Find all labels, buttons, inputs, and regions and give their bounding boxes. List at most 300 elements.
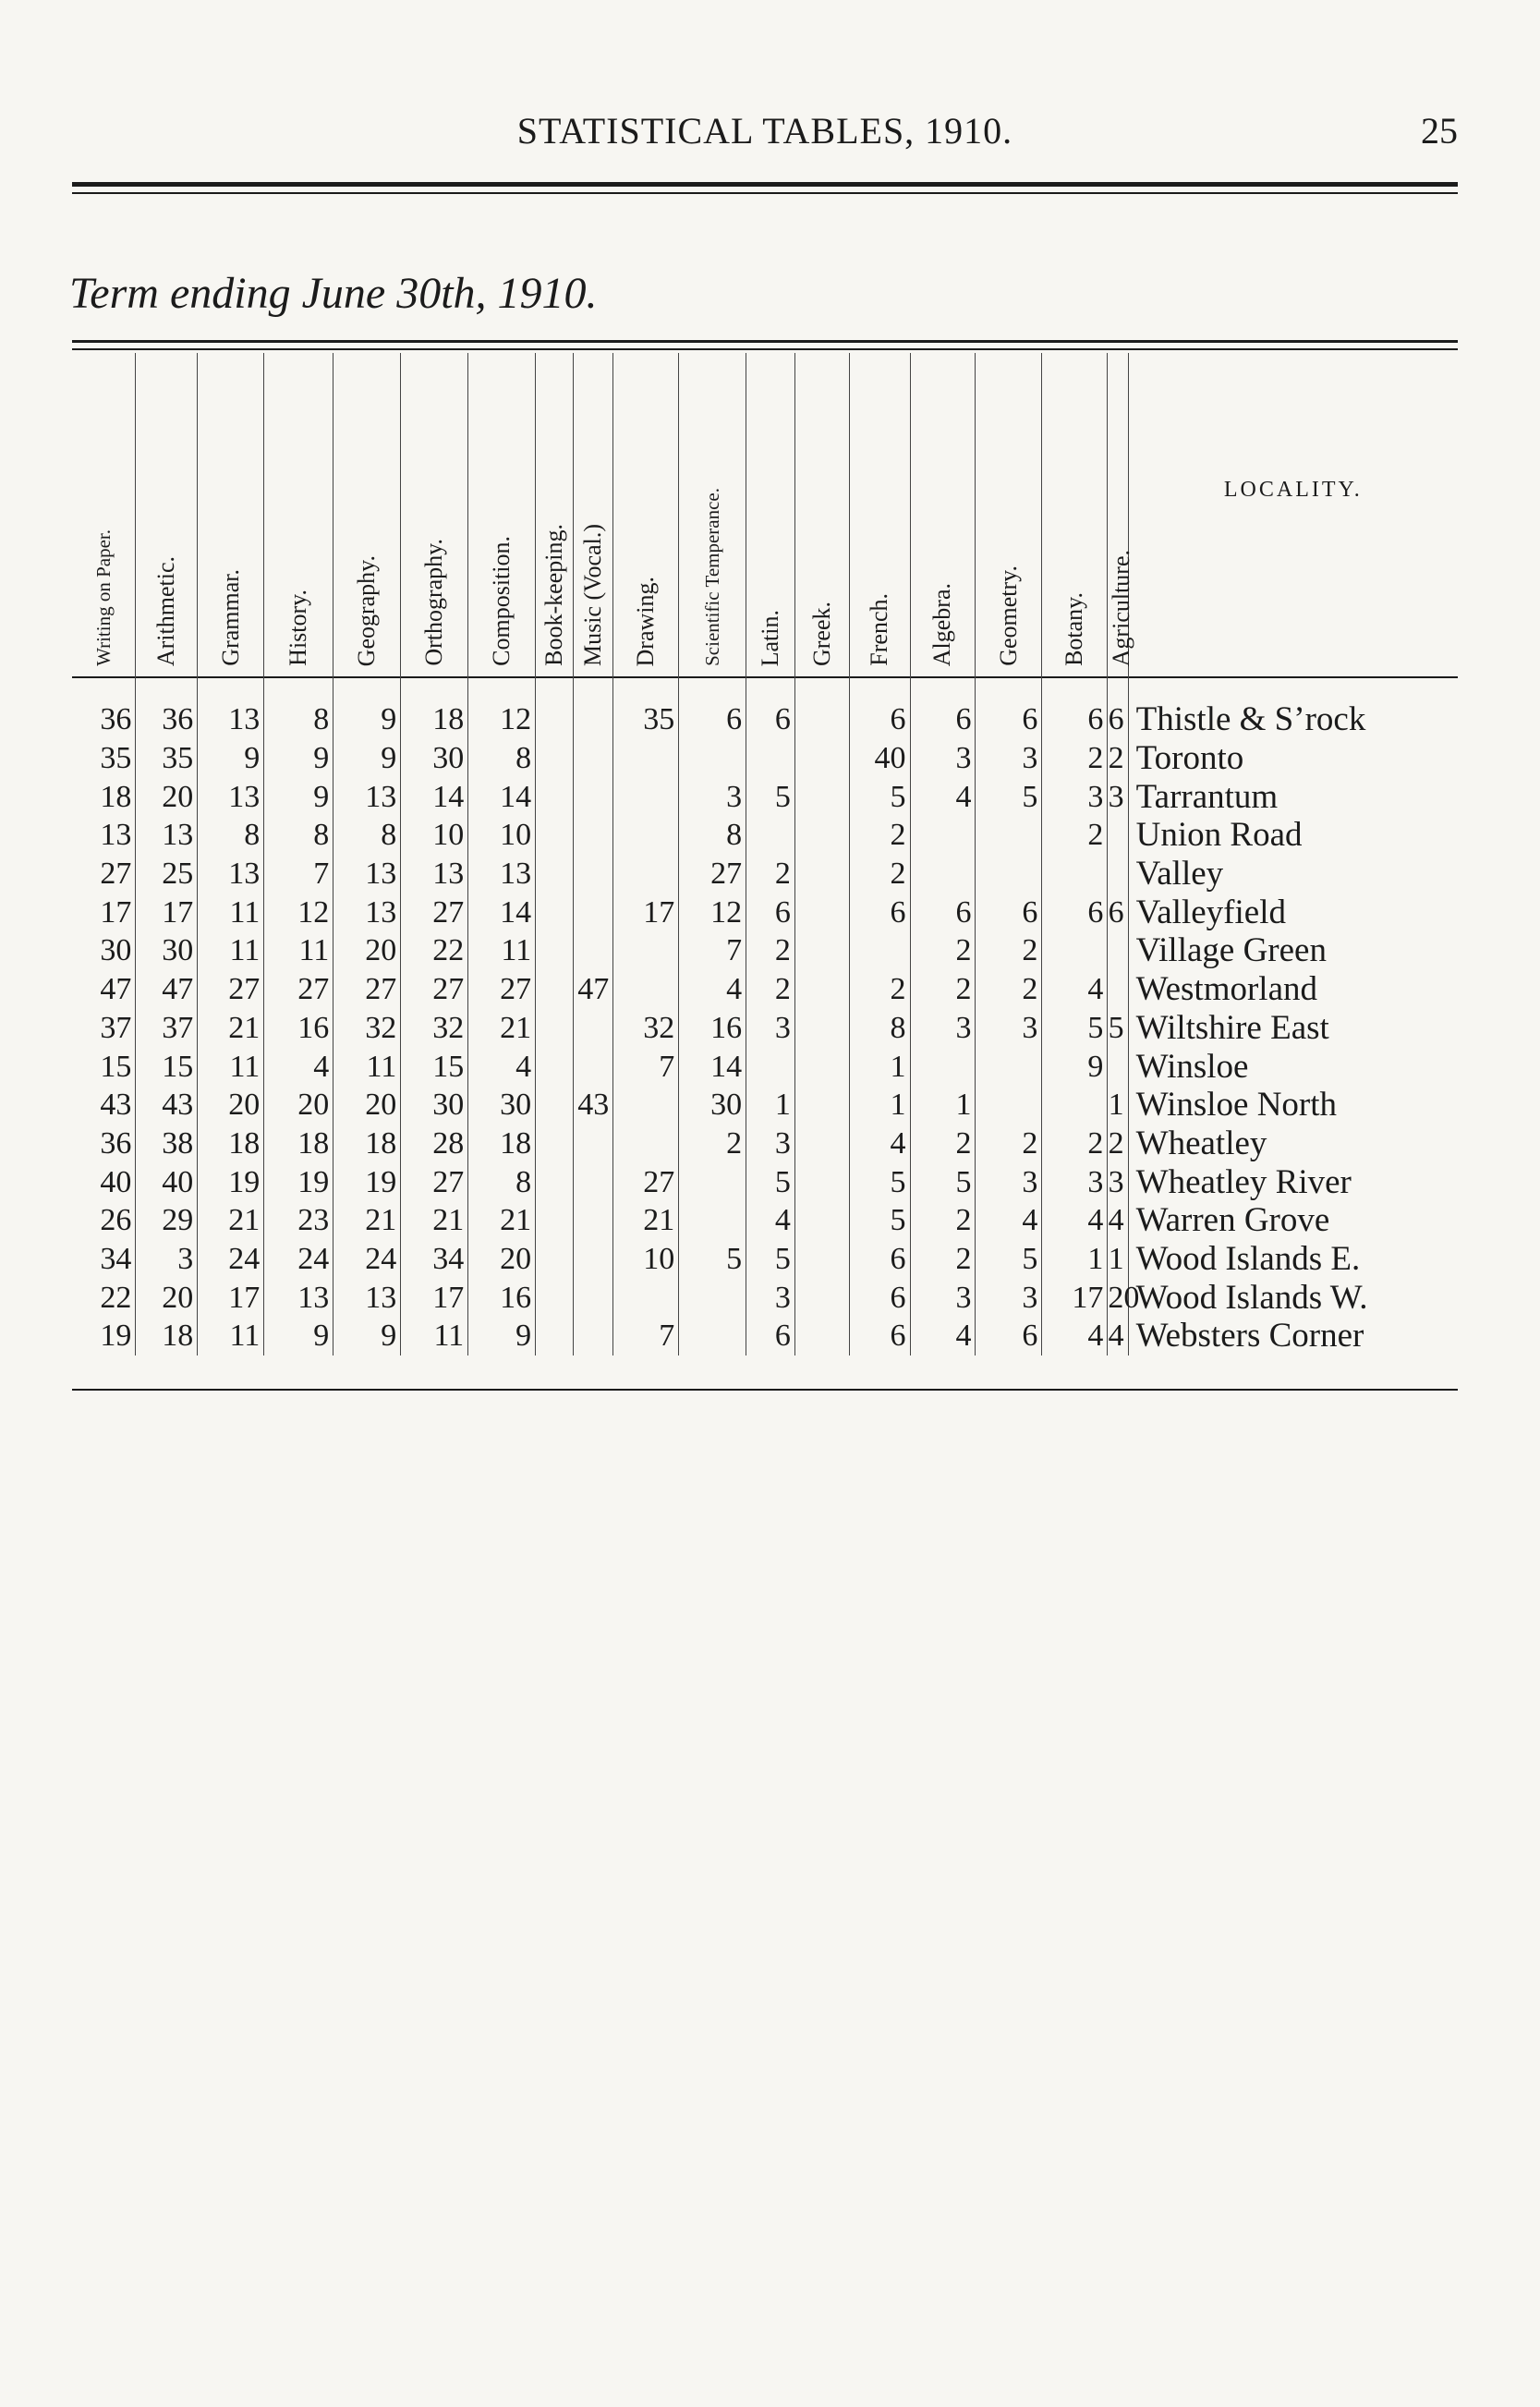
table-cell: 3 (1108, 1162, 1128, 1201)
table-cell (794, 676, 849, 739)
table-row (72, 1009, 1458, 1048)
table-cell (536, 1162, 574, 1201)
table-cell: 10 (401, 816, 468, 855)
table-cell: 18 (468, 1124, 536, 1163)
table-cell: 4 (264, 1047, 333, 1086)
table-row (72, 739, 1458, 778)
table-cell: 21 (198, 1009, 264, 1048)
table-cell: 2 (910, 1240, 976, 1279)
table-cell: 8 (198, 816, 264, 855)
table-cell: 2 (849, 816, 910, 855)
table-cell: 5 (976, 1240, 1042, 1279)
table-cell: 24 (333, 1240, 401, 1279)
table-cell: 6 (910, 676, 976, 739)
column-header (198, 353, 264, 676)
table-cell: 35 (136, 739, 198, 778)
table-cell: 17 (72, 893, 136, 931)
column-header-label: Arithmetic. (152, 555, 180, 666)
locality-column-header (1128, 353, 1458, 676)
table-cell: 5 (1042, 1009, 1108, 1048)
table-cell (573, 855, 613, 894)
table-cell (573, 676, 613, 739)
table-cell: 20 (1108, 1278, 1128, 1317)
column-header (976, 353, 1042, 676)
table-cell: 32 (613, 1009, 679, 1048)
table-row (72, 1124, 1458, 1163)
table-cell (613, 739, 679, 778)
header-rule-thick (72, 182, 1458, 187)
table-cell: 9 (333, 676, 401, 739)
table-cell (794, 1009, 849, 1048)
table-cell (536, 1009, 574, 1048)
table-cell: 47 (72, 970, 136, 1009)
table-cell: 2 (1108, 1124, 1128, 1163)
table-cell (573, 739, 613, 778)
table-cell (536, 1317, 574, 1355)
table-cell: 5 (746, 1240, 795, 1279)
table-cell: 34 (72, 1240, 136, 1279)
table-cell: 13 (72, 816, 136, 855)
table-cell: 35 (613, 676, 679, 739)
table-cell (536, 676, 574, 739)
column-header-label: Greek. (807, 601, 835, 666)
table-cell: 11 (198, 1317, 264, 1355)
table-cell: 2 (746, 970, 795, 1009)
term-heading: Term ending June 30th, 1910. (69, 269, 598, 318)
column-header (573, 353, 613, 676)
table-cell (536, 855, 574, 894)
table-cell: 29 (136, 1201, 198, 1240)
table-cell: 19 (264, 1162, 333, 1201)
table-cell: 2 (746, 931, 795, 970)
table-cell: 19 (198, 1162, 264, 1201)
table-cell: 9 (1042, 1047, 1108, 1086)
table-cell: 18 (72, 777, 136, 816)
table-bottom-rule (72, 1389, 1458, 1391)
table-cell: 4 (910, 777, 976, 816)
column-header (613, 353, 679, 676)
table-cell: 2 (1108, 739, 1128, 778)
column-header-label: Scientific Temperance. (700, 488, 723, 666)
column-header (910, 353, 976, 676)
table-cell: 11 (264, 931, 333, 970)
table-cell: 3 (910, 1278, 976, 1317)
table-cell: 40 (849, 739, 910, 778)
table-cell: 4 (746, 1201, 795, 1240)
table-cell (679, 739, 746, 778)
table-cell: 2 (910, 970, 976, 1009)
table-cell: 11 (333, 1047, 401, 1086)
table-cell: 27 (401, 893, 468, 931)
table-row (72, 931, 1458, 970)
table-cell: 3 (910, 739, 976, 778)
table-cell: 3 (679, 777, 746, 816)
column-header (849, 353, 910, 676)
locality-cell: Tarrantum (1135, 777, 1279, 816)
table-cell: 22 (72, 1278, 136, 1317)
table-cell: 6 (976, 893, 1042, 931)
table-cell: 13 (333, 893, 401, 931)
table-cell (679, 1201, 746, 1240)
table-cell: 37 (136, 1009, 198, 1048)
column-header (264, 353, 333, 676)
table-cell (794, 1201, 849, 1240)
table-cell: 17 (136, 893, 198, 931)
table-cell: 18 (401, 676, 468, 739)
table-cell: 47 (573, 970, 613, 1009)
table-cell (613, 1124, 679, 1163)
column-header (679, 353, 746, 676)
column-header-label: Music (Vocal.) (578, 523, 606, 666)
table-cell: 11 (401, 1317, 468, 1355)
table-cell: 4 (679, 970, 746, 1009)
table-cell: 5 (746, 777, 795, 816)
table-cell: 20 (333, 931, 401, 970)
table-cell: 3 (746, 1009, 795, 1048)
locality-cell: Valley (1135, 855, 1224, 894)
column-header (536, 353, 574, 676)
table-cell (679, 1317, 746, 1355)
table-cell (536, 931, 574, 970)
table-cell: 8 (468, 739, 536, 778)
table-cell (746, 816, 795, 855)
table-cell: 9 (333, 739, 401, 778)
table-cell: 17 (198, 1278, 264, 1317)
table-cell (794, 855, 849, 894)
table-cell (1042, 931, 1108, 970)
table-cell: 13 (333, 777, 401, 816)
table-cell (1108, 1047, 1128, 1086)
table-cell (1042, 1086, 1108, 1124)
table-cell: 2 (1042, 739, 1108, 778)
table-cell: 43 (136, 1086, 198, 1124)
table-cell: 1 (1108, 1240, 1128, 1279)
table-cell: 36 (136, 676, 198, 739)
table-cell (794, 970, 849, 1009)
column-header-label: Botany. (1061, 592, 1088, 666)
table-cell: 40 (136, 1162, 198, 1201)
table-cell: 36 (72, 1124, 136, 1163)
table-cell: 20 (264, 1086, 333, 1124)
table-cell: 16 (264, 1009, 333, 1048)
table-cell: 5 (1108, 1009, 1128, 1048)
table-cell: 27 (468, 970, 536, 1009)
table-cell: 4 (468, 1047, 536, 1086)
table-cell: 6 (1042, 893, 1108, 931)
table-cell (613, 855, 679, 894)
locality-cell: Thistle & S’rock (1135, 700, 1366, 739)
table-cell (910, 816, 976, 855)
table-cell (536, 777, 574, 816)
table-cell: 5 (849, 1201, 910, 1240)
column-header (1042, 353, 1108, 676)
table-cell: 17 (401, 1278, 468, 1317)
table-cell: 4 (849, 1124, 910, 1163)
table-cell: 17 (1042, 1278, 1108, 1317)
table-cell: 8 (333, 816, 401, 855)
table-cell (794, 1240, 849, 1279)
table-cell: 20 (468, 1240, 536, 1279)
table-cell (849, 931, 910, 970)
table-row (72, 970, 1458, 1009)
table-cell: 30 (468, 1086, 536, 1124)
table-cell: 11 (198, 931, 264, 970)
table-cell: 30 (679, 1086, 746, 1124)
locality-cell: Winsloe (1135, 1047, 1249, 1086)
table-cell: 17 (613, 893, 679, 931)
table-cell: 3 (1042, 1162, 1108, 1201)
table-cell: 2 (976, 970, 1042, 1009)
table-cell: 4 (1108, 1201, 1128, 1240)
table-cell: 12 (264, 893, 333, 931)
table-cell: 2 (679, 1124, 746, 1163)
table-cell (794, 777, 849, 816)
table-row (72, 1047, 1458, 1086)
table-cell (573, 1124, 613, 1163)
table-cell: 6 (849, 1278, 910, 1317)
table-cell: 13 (198, 855, 264, 894)
table-cell: 2 (976, 1124, 1042, 1163)
table-cell: 6 (746, 893, 795, 931)
table-cell (976, 855, 1042, 894)
table-cell: 3 (976, 739, 1042, 778)
table-cell (976, 1086, 1042, 1124)
column-header-label: Book-keeping. (540, 524, 567, 666)
table-cell: 5 (910, 1162, 976, 1201)
table-cell (573, 893, 613, 931)
table-cell: 6 (976, 676, 1042, 739)
table-cell: 4 (1042, 970, 1108, 1009)
table-cell: 15 (136, 1047, 198, 1086)
table-cell: 32 (333, 1009, 401, 1048)
column-header-label: Drawing. (632, 576, 660, 666)
table-cell: 1 (746, 1086, 795, 1124)
table-cell (613, 1086, 679, 1124)
table-cell (573, 1240, 613, 1279)
table-cell: 11 (468, 931, 536, 970)
table-cell: 8 (679, 816, 746, 855)
table-cell: 21 (613, 1201, 679, 1240)
table-cell: 24 (264, 1240, 333, 1279)
table-cell: 9 (333, 1317, 401, 1355)
table-cell (536, 1047, 574, 1086)
table-cell: 27 (679, 855, 746, 894)
table-cell (794, 1124, 849, 1163)
table-cell: 6 (849, 1240, 910, 1279)
table-row (72, 1240, 1458, 1279)
locality-cell: Wiltshire East (1135, 1008, 1329, 1047)
table-cell: 14 (401, 777, 468, 816)
table-cell: 6 (849, 676, 910, 739)
locality-cell: Websters Corner (1135, 1317, 1364, 1355)
table-cell: 20 (333, 1086, 401, 1124)
table-body (72, 676, 1458, 1355)
table-cell (536, 1124, 574, 1163)
table-row (72, 1162, 1458, 1201)
table-cell (794, 1317, 849, 1355)
column-header (72, 353, 136, 676)
table-cell: 3 (136, 1240, 198, 1279)
locality-cell: Wheatley River (1135, 1162, 1352, 1201)
locality-cell: Village Green (1135, 931, 1327, 970)
table-cell: 20 (136, 777, 198, 816)
table-cell: 4 (1042, 1201, 1108, 1240)
table-cell (573, 931, 613, 970)
table-cell: 21 (468, 1009, 536, 1048)
locality-cell: Toronto (1135, 739, 1244, 778)
table-cell (573, 1047, 613, 1086)
table-cell: 23 (264, 1201, 333, 1240)
table-cell: 20 (198, 1086, 264, 1124)
table-cell: 1 (849, 1086, 910, 1124)
table-cell: 13 (198, 676, 264, 739)
column-header-label: French. (866, 593, 893, 666)
table-cell: 10 (613, 1240, 679, 1279)
table-cell: 3 (976, 1009, 1042, 1048)
table-cell (1108, 816, 1128, 855)
table-cell: 2 (849, 970, 910, 1009)
table-cell: 2 (849, 855, 910, 894)
table-top-rule-thin (72, 348, 1458, 350)
table-cell: 9 (198, 739, 264, 778)
table-cell: 8 (468, 1162, 536, 1201)
table-cell (573, 1317, 613, 1355)
table-cell (976, 816, 1042, 855)
column-header-label: Writing on Paper. (91, 529, 115, 666)
table-cell (910, 1047, 976, 1086)
table-cell: 22 (401, 931, 468, 970)
table-cell (536, 816, 574, 855)
table-cell: 1 (910, 1086, 976, 1124)
table-cell (613, 1278, 679, 1317)
table-cell: 3 (746, 1124, 795, 1163)
table-cell: 9 (264, 739, 333, 778)
table-cell: 27 (333, 970, 401, 1009)
table-cell: 5 (976, 777, 1042, 816)
column-header-label: Orthography. (420, 539, 448, 666)
table-cell (746, 1047, 795, 1086)
table-cell: 36 (72, 676, 136, 739)
table-cell: 21 (468, 1201, 536, 1240)
column-header-label: Geography. (353, 554, 381, 666)
table-cell (536, 739, 574, 778)
table-cell: 1 (1108, 1086, 1128, 1124)
table-cell (1042, 855, 1108, 894)
table-cell: 18 (198, 1124, 264, 1163)
table-cell: 5 (746, 1162, 795, 1201)
table-cell: 4 (976, 1201, 1042, 1240)
table-cell: 2 (910, 1124, 976, 1163)
table-cell: 6 (1108, 676, 1128, 739)
table-cell: 16 (468, 1278, 536, 1317)
table-cell: 27 (198, 970, 264, 1009)
table-cell: 14 (468, 777, 536, 816)
table-cell: 5 (679, 1240, 746, 1279)
column-header (794, 353, 849, 676)
table-cell: 3 (976, 1278, 1042, 1317)
table-cell (746, 739, 795, 778)
table-row (72, 1317, 1458, 1355)
table-top-rule (72, 340, 1458, 343)
table-cell: 47 (136, 970, 198, 1009)
table-cell: 4 (1042, 1317, 1108, 1355)
table-cell: 32 (401, 1009, 468, 1048)
table-cell: 19 (333, 1162, 401, 1201)
column-header (333, 353, 401, 676)
table-cell: 2 (1042, 1124, 1108, 1163)
column-header (468, 353, 536, 676)
table-row (72, 777, 1458, 816)
table-cell: 1 (849, 1047, 910, 1086)
locality-cell: Wheatley (1135, 1124, 1267, 1162)
table-cell (1108, 970, 1128, 1009)
locality-cell: Westmorland (1135, 970, 1318, 1009)
table-cell: 6 (976, 1317, 1042, 1355)
table-cell (536, 970, 574, 1009)
table-cell (573, 1201, 613, 1240)
table-cell (794, 1047, 849, 1086)
table-cell: 3 (746, 1278, 795, 1317)
header-rule-thin (72, 192, 1458, 194)
table-cell: 15 (401, 1047, 468, 1086)
column-header-label: Latin. (757, 609, 784, 666)
table-cell: 6 (849, 893, 910, 931)
table-cell (976, 1047, 1042, 1086)
table-cell: 18 (333, 1124, 401, 1163)
table-cell: 21 (198, 1201, 264, 1240)
table-cell (794, 1278, 849, 1317)
table-cell: 12 (679, 893, 746, 931)
table-cell: 13 (401, 855, 468, 894)
table-row (72, 855, 1458, 894)
locality-cell: Warren Grove (1135, 1201, 1330, 1240)
table-cell (613, 931, 679, 970)
table-cell (573, 1278, 613, 1317)
table-row (72, 676, 1458, 739)
locality-cell: Winsloe North (1135, 1086, 1338, 1124)
column-header-label: Grammar. (216, 569, 244, 666)
table-cell: 5 (849, 1162, 910, 1201)
table-cell: 1 (1042, 1240, 1108, 1279)
table-row (72, 816, 1458, 855)
table-header-row (72, 353, 1458, 676)
table-cell: 14 (679, 1047, 746, 1086)
table-cell: 27 (401, 1162, 468, 1201)
table-cell: 13 (264, 1278, 333, 1317)
table-cell: 25 (136, 855, 198, 894)
table-cell: 43 (72, 1086, 136, 1124)
column-header-label: Geometry. (994, 565, 1022, 666)
table-cell: 2 (910, 931, 976, 970)
table-cell (613, 777, 679, 816)
table-cell (1108, 855, 1128, 894)
table-cell (794, 816, 849, 855)
table-cell (910, 855, 976, 894)
table-cell (573, 1162, 613, 1201)
table-cell (536, 1201, 574, 1240)
table-cell (794, 1162, 849, 1201)
table-cell: 12 (468, 676, 536, 739)
table-cell: 8 (849, 1009, 910, 1048)
table-row (72, 1086, 1458, 1124)
table-cell: 13 (136, 816, 198, 855)
table-cell: 30 (401, 1086, 468, 1124)
table-cell: 13 (198, 777, 264, 816)
table-cell: 40 (72, 1162, 136, 1201)
table-cell (794, 739, 849, 778)
table-cell: 11 (198, 1047, 264, 1086)
locality-cell: Wood Islands W. (1135, 1278, 1368, 1317)
